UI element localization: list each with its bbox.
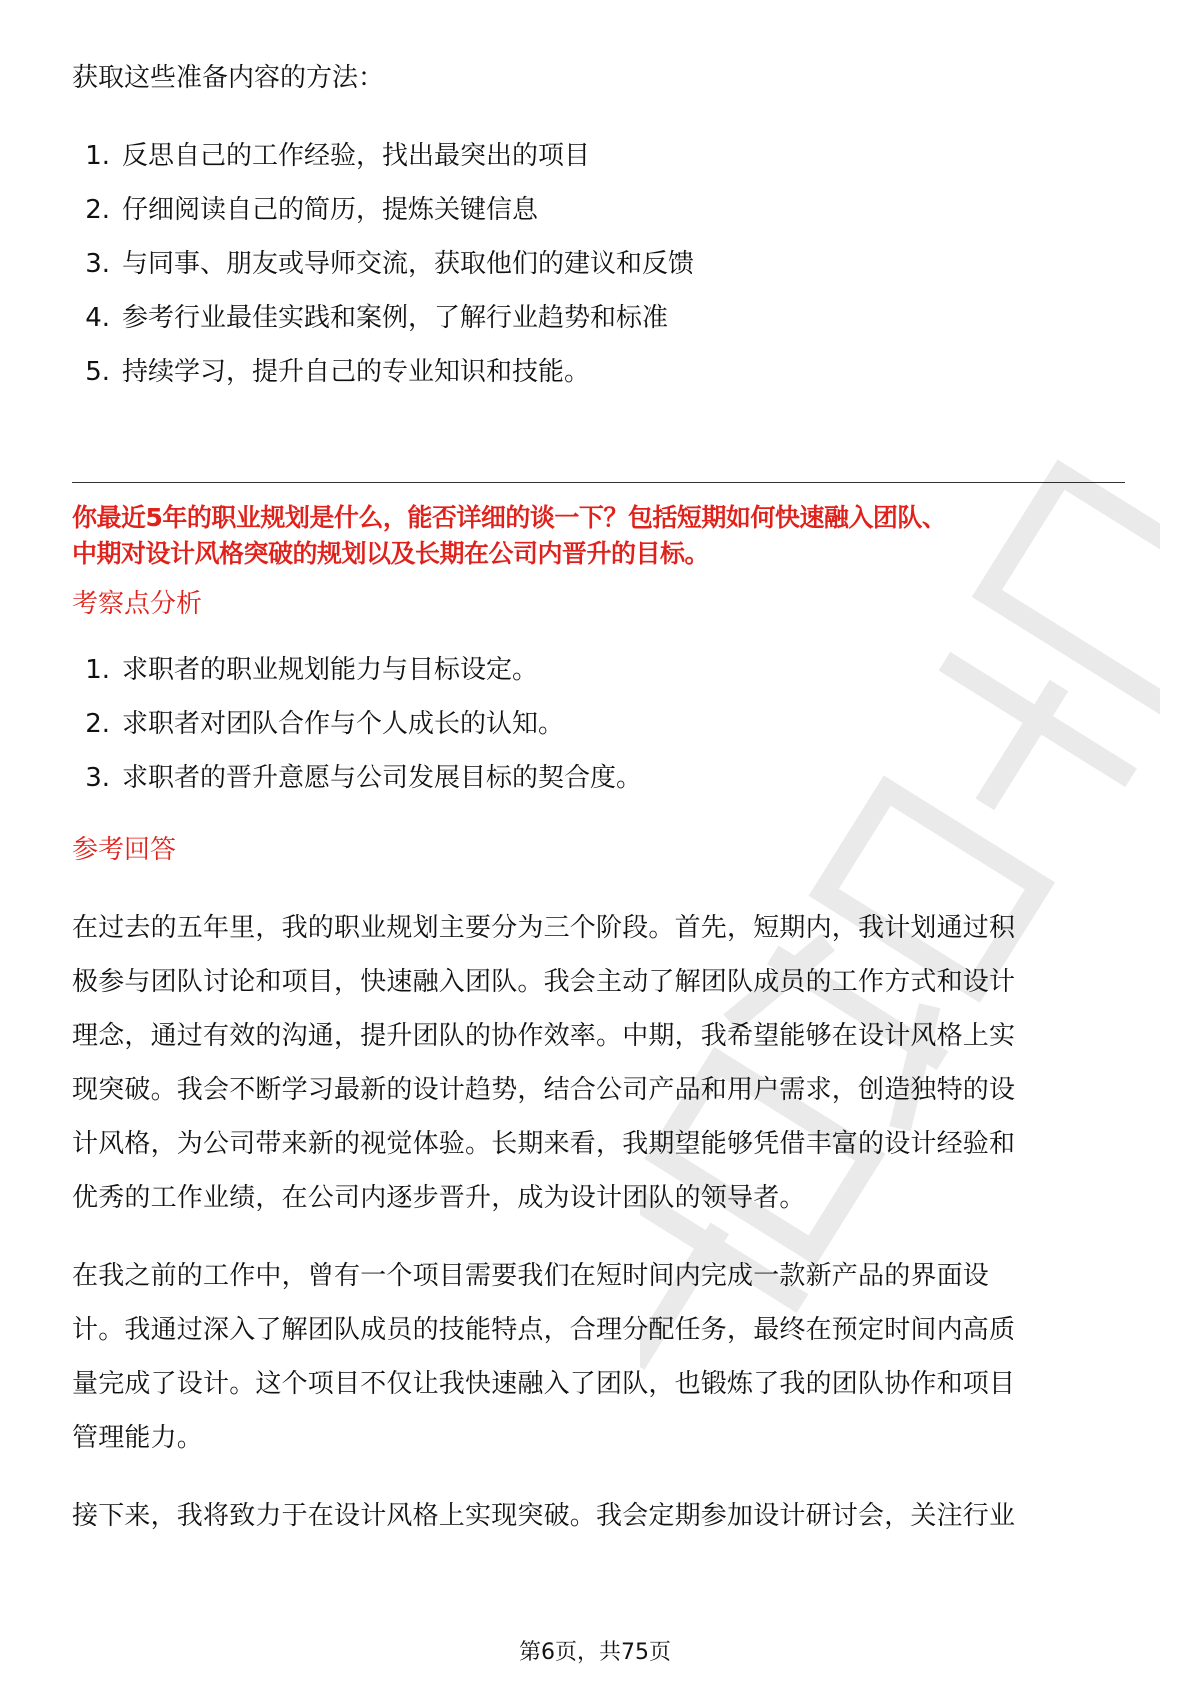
paragraph-line: 量完成了设计。这个项目不仅让我快速融入了团队，也锻炼了我的团队协作和项目 xyxy=(72,1369,1016,1399)
list-number: 2. xyxy=(85,709,110,739)
analysis-heading: 考察点分析 xyxy=(72,589,203,619)
list-number: 1. xyxy=(85,141,110,171)
answer-heading: 参考回答 xyxy=(72,835,177,865)
list-text: 持续学习，提升自己的专业知识和技能。 xyxy=(122,357,591,387)
section-divider xyxy=(72,482,1125,483)
list-item xyxy=(72,192,538,228)
list-text: 求职者的职业规划能力与目标设定。 xyxy=(122,655,539,685)
list-item xyxy=(72,354,590,390)
paragraph-line: 计风格，为公司带来新的视觉体验。长期来看，我期望能够凭借丰富的设计经验和 xyxy=(72,1129,1016,1159)
paragraph-line: 在我之前的工作中，曾有一个项目需要我们在短时间内完成一款新产品的界面设 xyxy=(72,1261,990,1291)
paragraph-line: 极参与团队讨论和项目，快速融入团队。我会主动了解团队成员的工作方式和设计 xyxy=(72,967,1016,997)
list-number: 2. xyxy=(85,195,110,225)
list-item xyxy=(72,300,668,336)
list-number: 5. xyxy=(85,357,110,387)
list-number: 3. xyxy=(85,763,110,793)
list-text: 仔细阅读自己的简历，提炼关键信息 xyxy=(122,195,539,225)
list-item xyxy=(72,138,590,174)
list-text: 与同事、朋友或导师交流，获取他们的建议和反馈 xyxy=(122,249,695,279)
paragraph-line: 现突破。我会不断学习最新的设计趋势，结合公司产品和用户需求，创造独特的设 xyxy=(72,1075,1016,1105)
list-item xyxy=(72,246,694,282)
list-text: 求职者对团队合作与个人成长的认知。 xyxy=(122,709,565,739)
question-line-1: 你最近5年的职业规划是什么，能否详细的谈一下？包括短期如何快速融入团队、 xyxy=(72,503,947,532)
list-item xyxy=(72,706,564,742)
list-number: 1. xyxy=(85,655,110,685)
page-footer: 第6页，共75页 xyxy=(519,1640,671,1665)
paragraph-line: 在过去的五年里，我的职业规划主要分为三个阶段。首先，短期内，我计划通过积 xyxy=(72,913,1016,943)
list-item xyxy=(72,760,642,796)
list-text: 参考行业最佳实践和案例，了解行业趋势和标准 xyxy=(122,303,669,333)
paragraph-line: 管理能力。 xyxy=(72,1423,204,1453)
question-line-2: 中期对设计风格突破的规划以及长期在公司内晋升的目标。 xyxy=(72,539,710,568)
list-item xyxy=(72,652,538,688)
paragraph-line: 理念，通过有效的沟通，提升团队的协作效率。中期，我希望能够在设计风格上实 xyxy=(72,1021,1016,1051)
list-number: 3. xyxy=(85,249,110,279)
list-text: 反思自己的工作经验，找出最突出的项目 xyxy=(122,141,591,171)
paragraph-line: 优秀的工作业绩，在公司内逐步晋升，成为设计团队的领导者。 xyxy=(72,1183,806,1213)
paragraph-line: 计。我通过深入了解团队成员的技能特点，合理分配任务，最终在预定时间内高质 xyxy=(72,1315,1016,1345)
list-text: 求职者的晋升意愿与公司发展目标的契合度。 xyxy=(122,763,643,793)
intro-text: 获取这些准备内容的方法： xyxy=(72,63,385,93)
list-number: 4. xyxy=(85,303,110,333)
paragraph-line: 接下来，我将致力于在设计风格上实现突破。我会定期参加设计研讨会，关注行业 xyxy=(72,1501,1016,1531)
